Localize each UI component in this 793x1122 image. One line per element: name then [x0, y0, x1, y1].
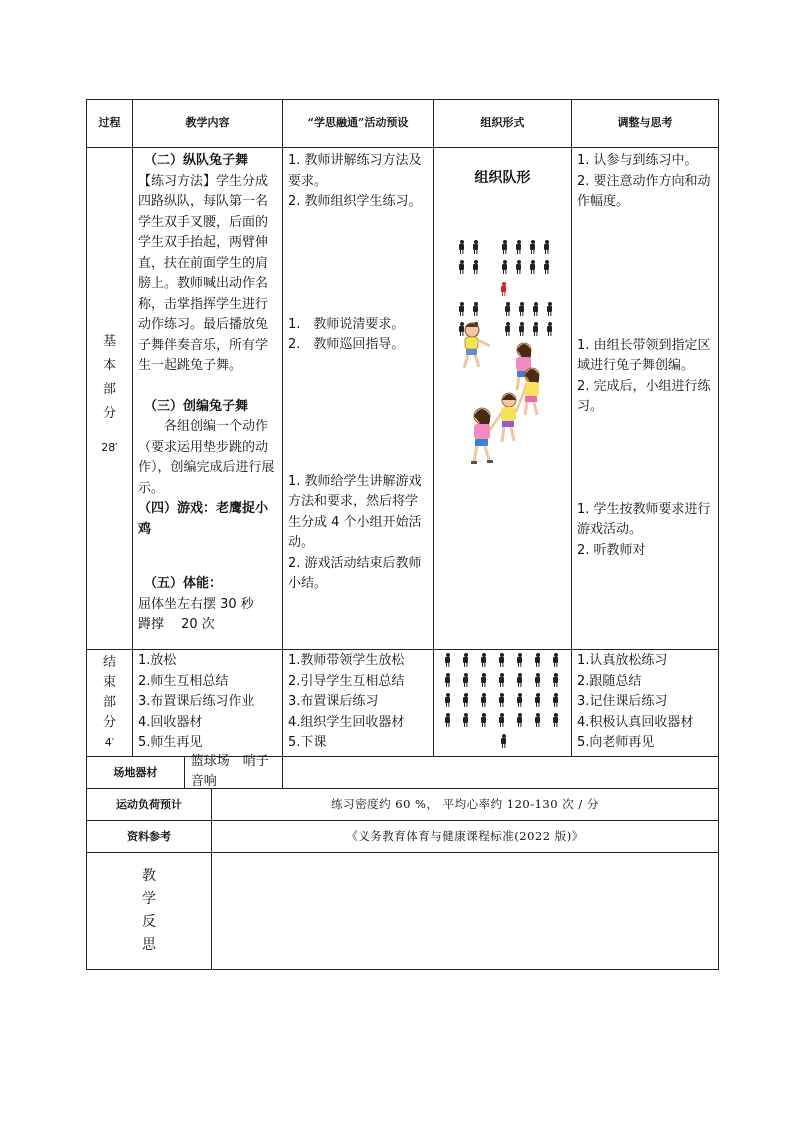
ending-adjust-item: 4.积极认真回收器材: [577, 714, 694, 730]
table-header-row: [87, 100, 719, 148]
header-content: 教学内容: [133, 100, 283, 148]
student-marker: [515, 240, 522, 253]
load-value: 练习密度约 60 %， 平均心率约 120-130 次 / 分: [331, 796, 599, 811]
student-marker: [472, 302, 479, 315]
student-marker: [480, 713, 487, 726]
reflection-char: 教: [142, 867, 156, 884]
adjust-item: 2. 听教师对: [577, 542, 646, 558]
ending-content-item: 1.放松: [138, 653, 177, 668]
activity-item: 2. 教师组织学生练习。: [288, 194, 422, 209]
ending-content-cell: [133, 650, 283, 757]
ending-organization-cell: [434, 650, 572, 757]
activity-item: 1. 教师说清要求。: [288, 316, 405, 332]
ending-activity-cell: [283, 650, 434, 757]
student-marker: [552, 673, 559, 686]
lesson-plan-table: [86, 99, 719, 970]
phase-char: 部: [102, 694, 116, 710]
reference-cell: [87, 820, 719, 852]
student-marker: [534, 673, 541, 686]
student-marker: [500, 734, 507, 747]
student-marker: [504, 302, 511, 315]
header-activity: “学思融通”活动预设: [283, 100, 434, 148]
equipment-cell: [87, 753, 283, 789]
student-marker: [458, 302, 465, 315]
student-marker: [462, 653, 469, 666]
student-marker: [529, 240, 536, 253]
student-marker: [516, 673, 523, 686]
ending-activity-item: 3.布置课后练习: [288, 694, 379, 709]
reference-row: [87, 820, 719, 852]
section-5-line2: 蹲撑 20 次: [138, 617, 215, 632]
student-marker: [444, 653, 451, 666]
header-adjust: 调整与思考: [572, 100, 719, 148]
ending-time: 4′: [104, 735, 115, 749]
ending-adjust-cell: [572, 650, 719, 757]
phase-char: 分: [102, 405, 116, 421]
student-marker: [480, 673, 487, 686]
load-row: [87, 788, 719, 820]
ending-adjust-item: 5.向老师再见: [577, 735, 655, 750]
phase-char: 基: [102, 333, 116, 349]
phase-char: 本: [102, 357, 116, 373]
student-marker: [543, 240, 550, 253]
adjust-item: 2. 完成后，小组进行练习。: [577, 378, 711, 414]
basic-phase-cell: [87, 148, 133, 650]
student-marker: [516, 653, 523, 666]
ending-part-row: [87, 650, 719, 757]
student-marker: [498, 693, 505, 706]
adjust-item: 2. 要注意动作方向和动作幅度。: [577, 173, 711, 209]
phase-char: 分: [102, 714, 116, 730]
activity-item: 2. 游戏活动结束后教师小结。: [288, 555, 422, 591]
student-marker: [552, 713, 559, 726]
basic-time: 28′: [101, 440, 118, 454]
student-marker: [498, 653, 505, 666]
student-marker: [458, 240, 465, 253]
student-marker: [472, 260, 479, 273]
ending-activity-item: 5.下课: [288, 735, 327, 750]
section-3-title: （三）创编兔子舞: [144, 398, 249, 414]
phase-char: 部: [102, 381, 116, 397]
ending-activity-item: 2.引导学生互相总结: [288, 673, 405, 689]
ending-adjust-item: 1.认真放松练习: [577, 653, 668, 668]
equipment-label: 场地器材: [87, 757, 185, 788]
phase-char: 结: [102, 654, 116, 670]
ending-content-item: 4.回收器材: [138, 714, 203, 730]
adjust-item: 1. 认参与到练习中。: [577, 153, 698, 168]
student-marker: [498, 673, 505, 686]
teacher-marker: [500, 282, 507, 295]
student-marker: [498, 713, 505, 726]
student-marker: [534, 653, 541, 666]
formation-title: 组织队形: [474, 170, 531, 186]
load-label: 运动负荷预计: [87, 789, 212, 820]
student-marker: [458, 260, 465, 273]
student-marker: [444, 713, 451, 726]
activity-item: 1. 教师给学生讲解游戏方法和要求，然后将学生分成 4 个小组开始活动。: [288, 473, 422, 550]
student-marker: [480, 693, 487, 706]
section-2-body: 【练习方法】学生分成四路纵队，每队第一名学生双手叉腰，后面的学生双手抬起，两臂伸直，扶在前面学生的肩膀上。教师喊出动作名称，击掌指挥学生进行动作练习。最后播放兔子舞伴奏音乐，所有学生一起跳兔子舞。: [138, 173, 269, 373]
reflection-char: 思: [142, 936, 156, 953]
student-marker: [462, 673, 469, 686]
header-organization: 组织形式: [434, 100, 572, 148]
student-marker: [501, 240, 508, 253]
ending-adjust-item: 2.跟随总结: [577, 673, 642, 689]
student-marker: [532, 302, 539, 315]
section-3-body: 各组创编一个动作（要求运用垫步跳的动作），创编完成后进行展示。: [138, 419, 275, 496]
ending-content-item: 5.师生再见: [138, 735, 203, 750]
activity-item: 1. 教师讲解练习方法及要求。: [288, 153, 422, 189]
basic-organization-cell: [434, 148, 572, 650]
student-marker: [546, 302, 553, 315]
student-marker: [534, 693, 541, 706]
header-process: 过程: [87, 100, 133, 148]
basic-adjust-cell: [572, 148, 719, 650]
student-marker: [515, 260, 522, 273]
student-marker: [552, 653, 559, 666]
basic-activity-cell: [283, 148, 434, 650]
student-marker: [516, 693, 523, 706]
reflection-char: 反: [142, 913, 156, 930]
reference-value: 《义务教育体育与健康课程标准(2022 版)》: [346, 828, 584, 843]
ending-adjust-item: 3.记住课后练习: [577, 694, 668, 709]
phase-char: 束: [102, 674, 116, 690]
student-marker: [462, 713, 469, 726]
ending-formation-diagram: [434, 650, 571, 754]
reflection-char: 学: [142, 890, 156, 907]
student-marker: [472, 240, 479, 253]
ending-activity-item: 1.教师带领学生放松: [288, 653, 405, 668]
student-marker: [516, 713, 523, 726]
ending-content-item: 2.师生互相总结: [138, 673, 229, 689]
reference-label: 资料参考: [87, 821, 212, 852]
basic-content-cell: [133, 148, 283, 650]
student-marker: [534, 713, 541, 726]
ending-phase-cell: [87, 650, 133, 757]
load-cell: [87, 788, 719, 820]
student-marker: [529, 260, 536, 273]
student-marker: [462, 693, 469, 706]
section-5-title: （五）体能：: [144, 576, 223, 591]
student-marker: [543, 260, 550, 273]
equipment-value: 篮球场 哨子 音响: [190, 753, 282, 789]
equipment-blank: [283, 756, 719, 788]
student-marker: [444, 693, 451, 706]
student-marker: [501, 260, 508, 273]
reflection-cell: [87, 852, 719, 969]
reflection-body: [212, 853, 718, 969]
children-dancing-illustration: [454, 320, 554, 480]
reflection-row: [87, 852, 719, 969]
ending-activity-item: 4.组织学生回收器材: [288, 714, 405, 730]
ending-content-item: 3.布置课后练习作业: [138, 694, 255, 709]
student-marker: [518, 302, 525, 315]
student-marker: [552, 693, 559, 706]
section-5-line1: 屈体坐左右摆 30 秒: [138, 596, 254, 612]
student-marker: [444, 673, 451, 686]
section-2-title: （二）纵队兔子舞: [144, 153, 249, 168]
adjust-item: 1. 由组长带领到指定区域进行兔子舞创编。: [577, 337, 711, 373]
basic-part-row: [87, 148, 719, 650]
activity-item: 2. 教师巡回指导。: [288, 337, 405, 352]
section-4-title: （四）游戏：老鹰捉小鸡: [138, 501, 269, 537]
adjust-item: 1. 学生按教师要求进行游戏活动。: [577, 501, 711, 537]
equipment-row: [87, 756, 719, 788]
student-marker: [480, 653, 487, 666]
